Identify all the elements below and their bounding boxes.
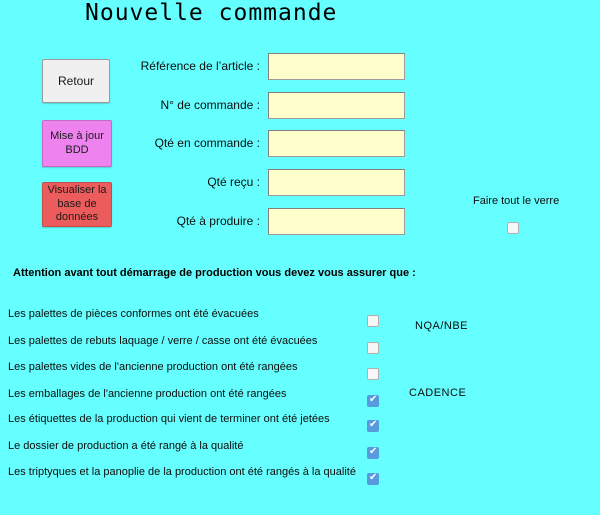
qte-recu-label: Qté reçu : <box>207 175 260 189</box>
checklist-row <box>8 361 400 383</box>
qte-commande-input[interactable] <box>268 130 405 157</box>
qte-commande-label: Qté en commande : <box>154 136 260 150</box>
checklist-checkbox[interactable] <box>367 473 379 485</box>
cadence-label: CADENCE <box>409 387 467 399</box>
faire-tout-le-verre-label: Faire tout le verre <box>473 195 560 207</box>
checklist-item-label: Les étiquettes de la production qui vient de terminer ont été jetées <box>8 413 330 425</box>
checklist-item-label: Les triptyques et la panoplie de la production ont été rangés à la qualité <box>8 466 356 478</box>
checklist-row <box>8 466 400 488</box>
checklist-checkbox[interactable] <box>367 447 379 459</box>
checklist-row <box>8 413 400 435</box>
form-row-reference <box>0 52 412 80</box>
page-title: Nouvelle commande <box>85 0 338 26</box>
checklist-checkbox[interactable] <box>367 420 379 432</box>
checklist-row <box>8 308 400 330</box>
checklist-item-label: Les palettes vides de l'ancienne production ont été rangées <box>8 361 298 373</box>
checklist-checkbox[interactable] <box>367 315 379 327</box>
checklist-checkbox[interactable] <box>367 342 379 354</box>
checklist-checkbox[interactable] <box>367 368 379 380</box>
checklist-row <box>8 388 400 410</box>
faire-tout-le-verre-checkbox[interactable] <box>507 222 519 234</box>
mise-a-jour-bdd-button[interactable]: Mise à jour BDD <box>42 120 112 167</box>
qte-produire-input[interactable] <box>268 208 405 235</box>
reference-article-input[interactable] <box>268 53 405 80</box>
checklist-item-label: Les emballages de l'ancienne production ont été rangées <box>8 388 287 400</box>
form-row-qte-recu <box>0 168 412 196</box>
visualiser-bdd-button[interactable]: Visualiser la base de données <box>42 182 112 227</box>
checklist-item-label: Les palettes de rebuts laquage / verre / casse ont été évacuées <box>8 335 318 347</box>
retour-button[interactable]: Retour <box>42 59 110 103</box>
warning-text: Attention avant tout démarrage de production vous devez vous assurer que : <box>13 267 416 279</box>
checklist-item-label: Le dossier de production a été rangé à la qualité <box>8 440 244 452</box>
qte-recu-input[interactable] <box>268 169 405 196</box>
numero-commande-input[interactable] <box>268 92 405 119</box>
checklist-checkbox[interactable] <box>367 395 379 407</box>
form-row-qte-commande <box>0 129 412 157</box>
qte-produire-label: Qté à produire : <box>176 214 260 228</box>
checklist-item-label: Les palettes de pièces conformes ont été évacuées <box>8 308 259 320</box>
form-row-qte-produire <box>0 207 412 235</box>
form-row-numero-commande <box>0 91 412 119</box>
numero-commande-label: N° de commande : <box>160 98 260 112</box>
reference-article-label: Référence de l’article : <box>140 59 260 73</box>
nqa-nbe-label: NQA/NBE <box>415 320 469 332</box>
checklist-row <box>8 335 400 357</box>
checklist-row <box>8 440 400 462</box>
